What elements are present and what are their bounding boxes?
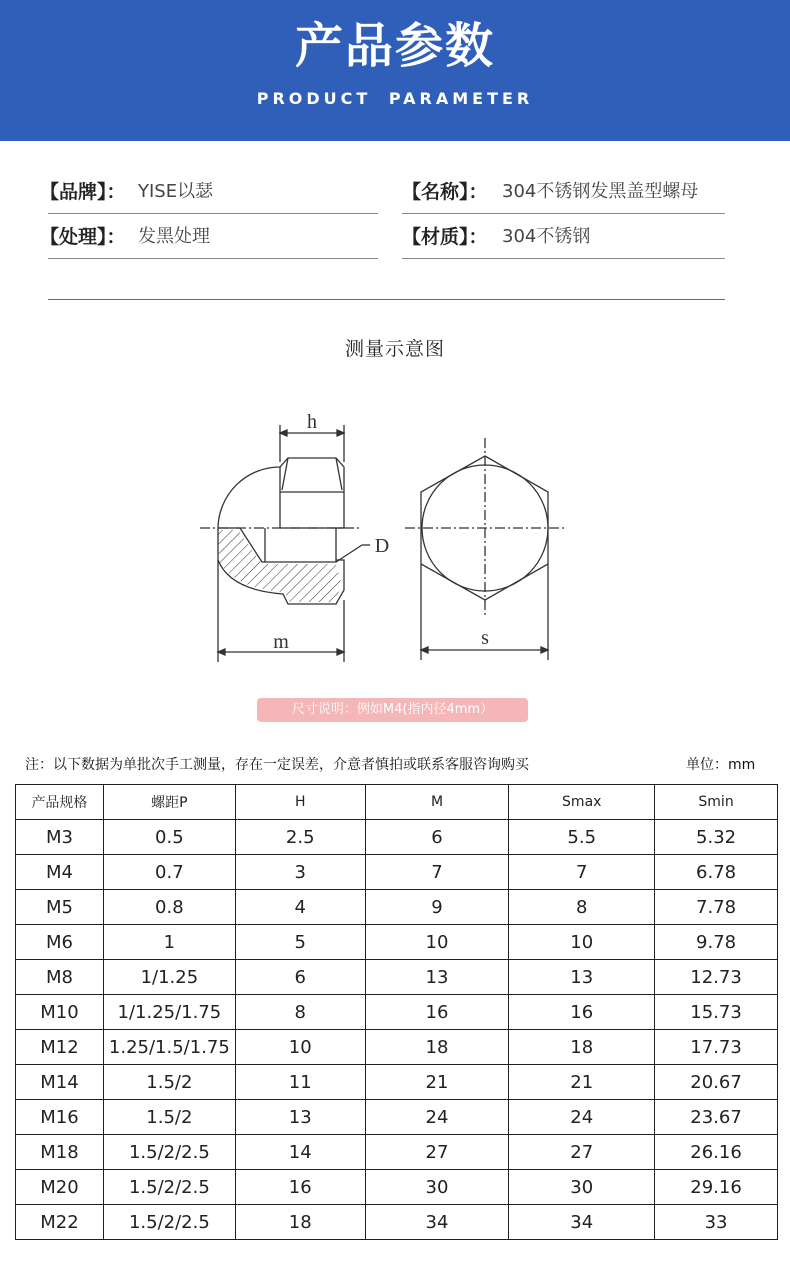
table-cell: 12.73 — [655, 960, 778, 995]
table-cell: 24 — [509, 1100, 655, 1135]
table-cell: 5.32 — [655, 820, 778, 855]
table-cell: M18 — [16, 1135, 104, 1170]
size-note-pill: 尺寸说明：例如M4(指内径4mm） — [257, 698, 528, 722]
table-cell: 1.5/2/2.5 — [103, 1170, 235, 1205]
table-row — [16, 995, 778, 1030]
table-cell: 1.5/2/2.5 — [103, 1135, 235, 1170]
table-cell: 4 — [235, 890, 365, 925]
table-row — [16, 855, 778, 890]
table-cell: 8 — [235, 995, 365, 1030]
table-cell: 21 — [365, 1065, 509, 1100]
info-row-material — [402, 215, 725, 259]
label-d: D — [374, 535, 390, 557]
table-cell: 10 — [365, 925, 509, 960]
table-cell: 18 — [509, 1030, 655, 1065]
dome-outline-upper — [218, 467, 281, 528]
table-cell: M16 — [16, 1100, 104, 1135]
table-cell: M20 — [16, 1170, 104, 1205]
table-row — [16, 1030, 778, 1065]
table-cell: 0.7 — [103, 855, 235, 890]
info-key-treatment: 【处理】： — [40, 226, 126, 248]
info-value-brand: YISE以瑟 — [138, 181, 214, 202]
table-cell: 18 — [365, 1030, 509, 1065]
table-cell: 30 — [509, 1170, 655, 1205]
table-row — [16, 1065, 778, 1100]
info-key-brand: 【品牌】： — [40, 181, 126, 203]
page-subtitle: PRODUCT PARAMETER — [256, 89, 534, 108]
table-row — [16, 820, 778, 855]
table-cell: 17.73 — [655, 1030, 778, 1065]
table-cell: 6 — [365, 820, 509, 855]
table-row — [16, 925, 778, 960]
label-h: h — [307, 411, 317, 433]
divider — [48, 299, 725, 300]
table-cell: 33 — [655, 1205, 778, 1240]
header-cell: Smin — [655, 785, 778, 820]
table-row — [16, 1135, 778, 1170]
table-cell: 13 — [235, 1100, 365, 1135]
info-row-treatment — [40, 215, 378, 259]
table-cell: 2.5 — [235, 820, 365, 855]
table-cell: 21 — [509, 1065, 655, 1100]
table-cell: M4 — [16, 855, 104, 890]
table-cell: 1/1.25/1.75 — [103, 995, 235, 1030]
info-row-brand — [40, 170, 378, 214]
header-cell: Smax — [509, 785, 655, 820]
page-title: 产品参数 — [294, 18, 495, 74]
table-cell: 18 — [235, 1205, 365, 1240]
label-m: m — [273, 631, 289, 653]
table-cell: 23.67 — [655, 1100, 778, 1135]
table-cell: 3 — [235, 855, 365, 890]
table-cell: M8 — [16, 960, 104, 995]
label-s: s — [481, 627, 489, 649]
table-cell: 15.73 — [655, 995, 778, 1030]
table-cell: 16 — [235, 1170, 365, 1205]
table-cell: 29.16 — [655, 1170, 778, 1205]
table-cell: 11 — [235, 1065, 365, 1100]
table-cell: 9.78 — [655, 925, 778, 960]
table-cell: 24 — [365, 1100, 509, 1135]
table-cell: 1 — [103, 925, 235, 960]
table-cell: 10 — [509, 925, 655, 960]
table-cell: M10 — [16, 995, 104, 1030]
header-cell: M — [365, 785, 509, 820]
table-cell: 1.5/2 — [103, 1100, 235, 1135]
table-cell: 7 — [365, 855, 509, 890]
table-cell: 6 — [235, 960, 365, 995]
cap-nut-diagram — [190, 400, 590, 680]
table-cell: 16 — [365, 995, 509, 1030]
table-cell: 16 — [509, 995, 655, 1030]
table-cell: M22 — [16, 1205, 104, 1240]
table-cell: 5 — [235, 925, 365, 960]
table-cell: M12 — [16, 1030, 104, 1065]
measurement-note: 注：以下数据为单批次手工测量，存在一定误差，介意者慎拍或联系客服咨询购买 — [25, 757, 529, 773]
table-cell: 1.5/2 — [103, 1065, 235, 1100]
header-banner — [0, 0, 790, 141]
header-cell: H — [235, 785, 365, 820]
table-cell: 34 — [509, 1205, 655, 1240]
table-cell: 6.78 — [655, 855, 778, 890]
table-cell: 20.67 — [655, 1065, 778, 1100]
table-cell: M6 — [16, 925, 104, 960]
table-cell: 0.8 — [103, 890, 235, 925]
table-cell: 1.25/1.5/1.75 — [103, 1030, 235, 1065]
table-row — [16, 1100, 778, 1135]
info-key-name: 【名称】： — [402, 181, 488, 203]
info-value-material: 304不锈钢 — [502, 226, 591, 247]
table-cell: 26.16 — [655, 1135, 778, 1170]
table-cell: 10 — [235, 1030, 365, 1065]
info-value-treatment: 发黑处理 — [138, 226, 210, 247]
table-cell: 30 — [365, 1170, 509, 1205]
info-row-name — [402, 170, 725, 214]
table-header-row — [16, 785, 778, 820]
table-cell: 27 — [365, 1135, 509, 1170]
table-cell: 1.5/2/2.5 — [103, 1205, 235, 1240]
table-cell: M14 — [16, 1065, 104, 1100]
table-row — [16, 960, 778, 995]
header-cell: 产品规格 — [16, 785, 104, 820]
table-row — [16, 1170, 778, 1205]
table-cell: 13 — [365, 960, 509, 995]
table-cell: 0.5 — [103, 820, 235, 855]
diagram-title: 测量示意图 — [344, 338, 445, 360]
table-row — [16, 1205, 778, 1240]
table-cell: 9 — [365, 890, 509, 925]
info-value-name: 304不锈钢发黑盖型螺母 — [502, 181, 699, 202]
table-cell: 14 — [235, 1135, 365, 1170]
table-cell: M5 — [16, 890, 104, 925]
spec-table — [15, 784, 778, 1240]
table-cell: 1/1.25 — [103, 960, 235, 995]
table-cell: 7.78 — [655, 890, 778, 925]
header-cell: 螺距P — [103, 785, 235, 820]
table-cell: 5.5 — [509, 820, 655, 855]
table-cell: M3 — [16, 820, 104, 855]
table-cell: 7 — [509, 855, 655, 890]
table-row — [16, 890, 778, 925]
table-cell: 27 — [509, 1135, 655, 1170]
table-cell: 8 — [509, 890, 655, 925]
hex-cap-outline — [280, 458, 344, 528]
table-cell: 34 — [365, 1205, 509, 1240]
table-cell: 13 — [509, 960, 655, 995]
unit-label: 单位：mm — [686, 757, 756, 773]
info-key-material: 【材质】： — [402, 226, 488, 248]
